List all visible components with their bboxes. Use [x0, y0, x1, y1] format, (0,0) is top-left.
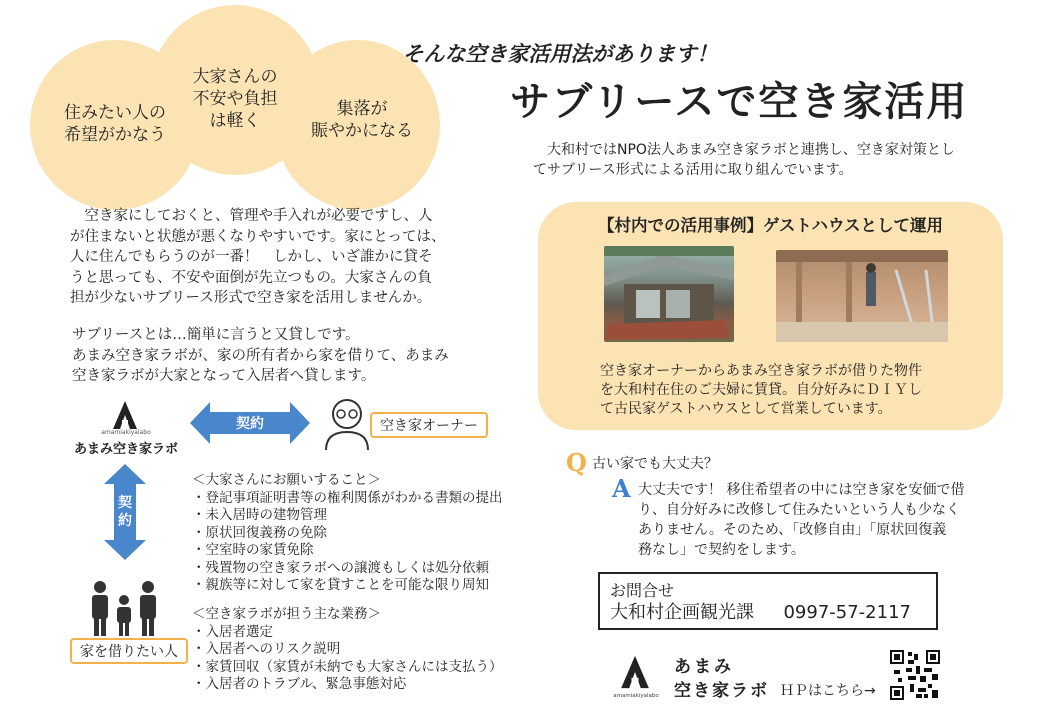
list-item: ・登記事項証明書等の権利関係がわかる書類の提出 — [192, 489, 503, 506]
list-item: ・残置物の空き家ラボへの譲渡もしくは処分依頼 — [192, 559, 489, 576]
list-item: ・入居者のトラブル、緊急事態対応 — [192, 676, 407, 692]
contact-heading: お問合せ — [610, 581, 675, 600]
case-description: 空き家オーナーからあまみ空き家ラボが借りた物件 を大和村在住のご夫婦に賃貸。自分好みにＤＩＹし て古民家ゲストハウスとして営業しています。 — [600, 363, 922, 417]
bubble-center-text: 大家さんの 不安や負担 は軽く — [192, 67, 278, 131]
question-text: 古い家でも大丈夫？ — [592, 456, 718, 472]
list-item: ・未入居時の建物管理 — [192, 507, 327, 523]
house-a-icon — [112, 400, 138, 430]
list-item: ・空室時の家賃免除 — [192, 542, 314, 558]
footer-logo-line2: 空き家ラボ — [674, 681, 769, 701]
house-a-icon — [620, 654, 650, 690]
intro-paragraph: 空き家にしておくと、管理や手入れが必要ですし、人 が住まないと状態が悪くなりやすいです。家にとっては、 人に住んでもらうのが一番！ しかし、いざ誰かに貸そ うと思っても、不安や面倒が先立つもの。大家さんの負 担が少ないサブリース形式で空き家を活用しませんか。 — [70, 208, 446, 306]
list-item: ・入居者へのリスク説明 — [192, 641, 341, 657]
owner-person-icon — [322, 394, 372, 450]
footer-logo-line1: あまみ — [674, 657, 734, 677]
org-name: あまみ空き家ラボ — [73, 442, 178, 457]
intro-text: 大和村ではNPO法人あまみ空き家ラボと連携し、空き家対策とし てサブリース形式による活用に取り組んでいます。 — [533, 142, 955, 178]
qr-code-icon[interactable] — [890, 650, 940, 700]
contact-box — [598, 572, 938, 630]
hp-link[interactable]: ＨＰはこちら→ — [780, 683, 876, 699]
tenant-label: 家を借りたい人 — [70, 638, 188, 664]
contract-label-horizontal: 契約 — [236, 416, 264, 432]
list-item: ・原状回復義務の免除 — [192, 524, 327, 541]
list-item: ・家賃回収（家賃が未納でも大家さんには支払う） — [192, 658, 503, 675]
page-title: サブリースで空き家活用 — [510, 79, 969, 125]
family-icon — [88, 580, 160, 638]
case-study-box — [538, 202, 1003, 430]
bubble-left-text: 住みたい人の 希望がかなう — [64, 103, 166, 145]
tagline: そんな空き家活用法があります！ — [402, 42, 718, 66]
org-sub-label: amamiakiyalabo — [101, 429, 151, 436]
a-mark-icon: A — [612, 474, 631, 503]
org-logo — [66, 398, 186, 462]
contact-phone[interactable]: 0997-57-2117 — [783, 602, 911, 623]
sublease-definition: サブリースとは…簡単に言うと又貸しです。 あまみ空き家ラボが、家の所有者から家を借りて、あまみ 空き家ラボが大家となって入居者へ貸します。 — [72, 327, 449, 384]
footer-logo-sub: amamiakiyalabo — [613, 693, 659, 699]
owner-requests-list: ＜大家さんにお願いすること＞ ・登記事項証明書等の権利関係がわかる書類の提出 ・未入居時の建物管理 ・原状回復義務の免除 ・空室時の家賃免除 ・残置物の空き家ラボへの譲渡もしくは処分依頼 ・親族等に対して家を貸すことを可能な限り周知 — [192, 472, 503, 593]
guesthouse-exterior-photo — [604, 246, 734, 342]
faq-question — [566, 448, 718, 477]
guesthouse-interior-photo — [776, 250, 948, 342]
q-mark-icon: Q — [566, 448, 587, 477]
contract-label-vertical: 契 約 — [118, 495, 132, 529]
bubble-right-text: 集落が 賑やかになる — [311, 99, 413, 141]
owner-label: 空き家オーナー — [370, 412, 488, 438]
contact-line — [610, 602, 926, 624]
lab-duties-list: ＜空き家ラボが担う主な業務＞ ・入居者選定 ・入居者へのリスク説明 ・家賃回収（家賃が未納でも大家さんには支払う） ・入居者のトラブル、緊急事態対応 — [192, 606, 503, 692]
list-item: ・入居者選定 — [192, 623, 273, 640]
contact-dept: 大和村企画観光課 — [610, 602, 754, 623]
footer-logo — [610, 650, 770, 706]
case-title: 【村内での活用事例】ゲストハウスとして運用 — [597, 216, 943, 235]
list-item: ・親族等に対して家を貸すことを可能な限り周知 — [192, 577, 489, 593]
